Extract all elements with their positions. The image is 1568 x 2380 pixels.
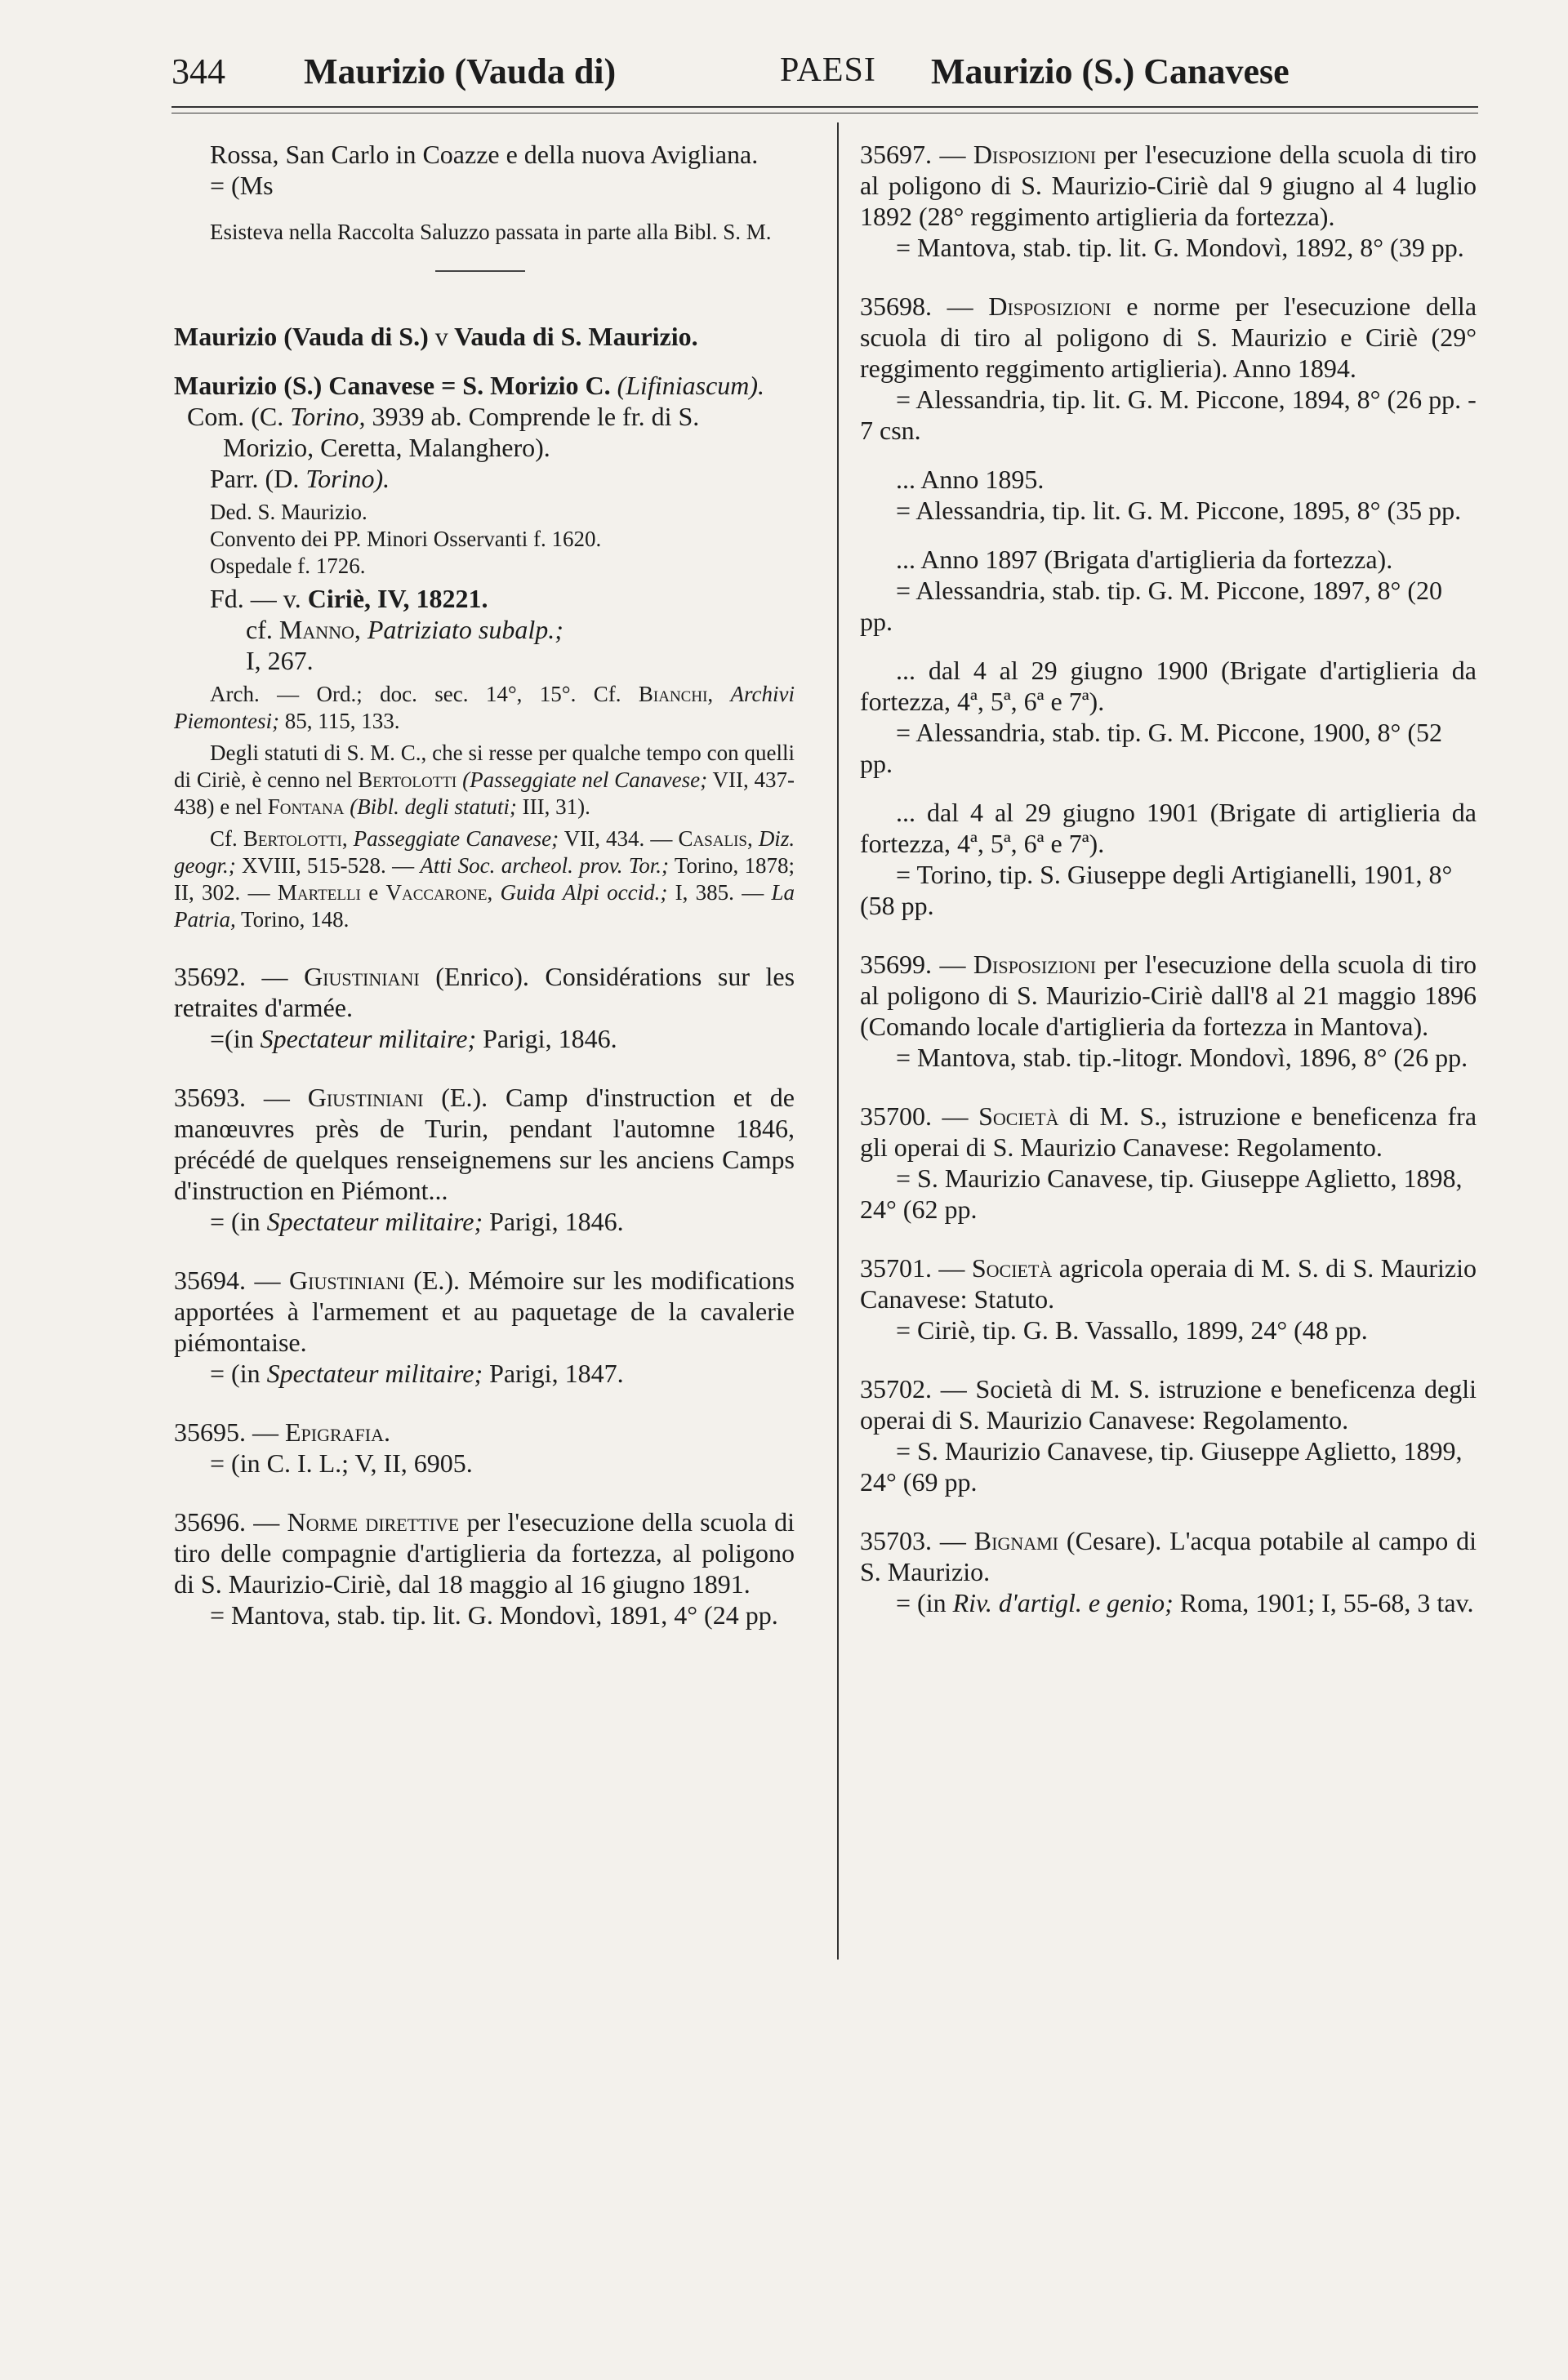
entry-35697: [860, 139, 1477, 232]
text-span: Giustiniani: [289, 1266, 405, 1295]
text-span: Parigi, 1847.: [489, 1359, 624, 1388]
heading-text: Maurizio (S.) Canavese = S. Morizio C.: [174, 371, 611, 400]
text-span: di M. S., istruzione e beneficenza fra gli operai di S. Maurizio Canavese: Regolamento.: [860, 1101, 1477, 1162]
text-span: Fontana: [267, 794, 345, 819]
text-span: per l'esecuzione della scuola di tiro al poligono di S. Maurizio-Ciriè dal 9 giugno al 4 luglio 1892 (28° reggimento artiglieria da fortezza).: [860, 140, 1477, 231]
text-span: Bertolotti,: [243, 826, 348, 851]
entry-35692: [174, 961, 795, 1023]
spacer: [174, 1054, 795, 1082]
spacer: [860, 1497, 1477, 1525]
header-left-title: Maurizio (Vauda di): [304, 51, 617, 91]
text-span: 35692. —: [174, 962, 288, 991]
spacer: [860, 1346, 1477, 1373]
text-span: = (in: [896, 1588, 947, 1617]
text-span: Atti Soc. archeol. prov. Tor.;: [420, 853, 670, 878]
entry-35695-source: = (in C. I. L.; V, II, 6905.: [210, 1448, 473, 1478]
entry-35699: [860, 949, 1477, 1042]
text-span: VII, 437-438) e nel: [174, 767, 795, 819]
entry-35698-pub-1900: = Alessandria, stab. tip. G. M. Piccone, 1900, 8° (52 pp.: [860, 718, 1442, 778]
text-span: Disposizioni: [973, 950, 1097, 979]
spacer: [860, 263, 1477, 291]
text-line: Rossa, San Carlo in Coazze e della nuova Avigliana.: [210, 140, 759, 169]
text-span: = (in: [210, 1359, 261, 1388]
text-span: agricola operaia di M. S. di S. Maurizio Canavese: Statuto.: [860, 1253, 1477, 1314]
text-span: Diz. geogr.;: [174, 826, 795, 878]
text-span: 35701. —: [860, 1253, 965, 1283]
header-center-title: PAESI: [780, 51, 876, 89]
convento-line: Convento dei PP. Minori Osservanti f. 1620.: [210, 527, 602, 551]
text-span: Società: [978, 1101, 1059, 1131]
entry-35698-pub-1895: = Alessandria, tip. lit. G. M. Piccone, 1895, 8° (35 pp.: [896, 496, 1462, 525]
text-span: Parr. (D.: [210, 464, 300, 493]
page-number: 344: [172, 51, 225, 91]
text-span: III, 31).: [522, 794, 590, 819]
heading-latin: (Lifiniascum).: [617, 371, 765, 400]
header-right-title: Maurizio (S.) Canavese: [931, 51, 1290, 91]
entry-35696: [174, 1506, 795, 1599]
xref-from: Maurizio (Vauda di S.): [174, 322, 429, 351]
section-rule: [435, 270, 525, 272]
spacer: [860, 779, 1477, 797]
text-span: Bertolotti: [358, 767, 457, 792]
text-span: (Passeggiate nel Canavese;: [462, 767, 708, 792]
text-span: Giustiniani: [304, 962, 420, 991]
entry-35694-publication: [174, 1358, 795, 1389]
spacer: [860, 1225, 1477, 1252]
text-span: Riv. d'artigl. e genio;: [952, 1588, 1174, 1617]
text-span: Passeggiate Canavese;: [353, 826, 559, 851]
cross-reference: [174, 321, 795, 352]
spacer: [860, 1073, 1477, 1101]
text-span: per l'esecuzione della scuola di tiro al poligono di S. Maurizio-Ciriè dall'8 al 21 maggio 1896 (Comando locale d'artiglieria da fortezza in Mantova).: [860, 950, 1477, 1041]
text-span: Epigrafia.: [285, 1417, 391, 1447]
spacer: [860, 526, 1477, 544]
spacer: [174, 933, 795, 961]
text-span: (Bibl. degli statuti;: [350, 794, 517, 819]
text-span: 35694. —: [174, 1266, 281, 1295]
xref-see: v: [434, 322, 448, 351]
spacer: [174, 1389, 795, 1417]
text-span: 35693. —: [174, 1083, 290, 1112]
entry-35703-publication: [860, 1587, 1477, 1618]
spacer: [174, 201, 795, 219]
column-divider: [837, 122, 839, 1960]
text-span: Torino).: [305, 464, 390, 493]
entry-35698-year-1901: ... dal 4 al 29 giugno 1901 (Brigate di artiglieria da fortezza, 4ª, 5ª, 6ª e 7ª).: [860, 798, 1477, 858]
ospedale-line: Ospedale f. 1726.: [210, 554, 366, 578]
text-span: I, 385. —: [675, 880, 764, 905]
fd-line: [174, 583, 795, 614]
text-span: (Enrico). Considérations sur les retraites d'armée.: [174, 962, 795, 1022]
text-span: e norme per l'esecuzione della scuola di tiro al poligono di S. Maurizio e Ciriè (29° reggimento reggimento artiglieria). Anno 1894.: [860, 291, 1477, 383]
xref-to: Vauda di S. Maurizio.: [454, 322, 698, 351]
comune-line: [174, 401, 795, 463]
text-span: Spectateur militaire;: [266, 1207, 483, 1236]
header-rule: [172, 106, 1478, 108]
entry-35699-publication: = Mantova, stab. tip.-litogr. Mondovì, 1896, 8° (26 pp.: [896, 1043, 1468, 1072]
text-span: Torino, 1878; II, 302. —: [174, 853, 795, 905]
running-header: [0, 33, 1568, 106]
text-span: Degli statuti di S. M. C., che si resse per qualche tempo con quelli di Ciriè, è cenno nel: [174, 741, 795, 792]
entry-35693-publication: [174, 1206, 795, 1237]
text-span: 85, 115, 133.: [284, 709, 400, 733]
text-span: La Patria,: [174, 880, 795, 932]
text-span: Casalis,: [678, 826, 753, 851]
text-span: 35697. —: [860, 140, 966, 169]
text-span: = (in: [210, 1207, 261, 1236]
text-span: Patriziato subalp.;: [367, 615, 564, 644]
entry-35698-year-1895: ... Anno 1895.: [896, 465, 1045, 494]
text-span: Giustiniani: [307, 1083, 424, 1112]
text-span: e: [368, 880, 379, 905]
bibliography-note: [174, 825, 795, 933]
entry-35702-publication: = S. Maurizio Canavese, tip. Giuseppe Aglietto, 1899, 24° (69 pp.: [860, 1436, 1463, 1497]
entry-35703: [860, 1525, 1477, 1587]
text-span: 35699. —: [860, 950, 966, 979]
entry-35701-publication: = Ciriè, tip. G. B. Vassallo, 1899, 24° (48 pp.: [896, 1315, 1368, 1345]
entry-35701: [860, 1252, 1477, 1315]
text-span: cf.: [246, 615, 273, 644]
text-span: Fd. — v.: [210, 584, 301, 613]
text-span: 35696. —: [174, 1507, 280, 1537]
text-span: Spectateur militaire;: [260, 1024, 477, 1053]
text-span: Disposizioni: [973, 140, 1097, 169]
entry-35694: [174, 1265, 795, 1358]
statuti-note: [174, 740, 795, 821]
parrocchia-line: [174, 463, 795, 494]
text-span: Parigi, 1846.: [483, 1024, 617, 1053]
text-span: Martelli: [277, 880, 361, 905]
text-span: Manno,: [278, 615, 361, 644]
text-span: Parigi, 1846.: [489, 1207, 624, 1236]
text-span: 35695. —: [174, 1417, 278, 1447]
text-span: 35703. —: [860, 1526, 966, 1555]
entry-35698-year-1900: ... dal 4 al 29 giugno 1900 (Brigate d'artiglieria da fortezza, 4ª, 5ª, 6ª e 7ª).: [860, 656, 1477, 716]
text-span: Torino, 148.: [241, 907, 350, 932]
entry-35696-publication: = Mantova, stab. tip. lit. G. Mondovì, 1891, 4° (24 pp.: [210, 1600, 778, 1630]
entry-35693: [174, 1082, 795, 1206]
text-span: Cf.: [210, 826, 238, 851]
cf-line: [174, 614, 795, 676]
entry-35698-pub-1894: = Alessandria, tip. lit. G. M. Piccone, 1894, 8° (26 pp. - 7 csn.: [860, 385, 1477, 445]
spacer: [860, 921, 1477, 949]
text-span: Disposizioni: [988, 291, 1111, 321]
entry-35698: [860, 291, 1477, 384]
text-span: =(in: [210, 1024, 254, 1053]
entry-35698-pub-1897: = Alessandria, stab. tip. G. M. Piccone, 1897, 8° (20 pp.: [860, 576, 1442, 636]
spacer: [174, 1237, 795, 1265]
text-span: Torino,: [290, 402, 366, 431]
dedication-line: Ded. S. Maurizio.: [210, 500, 368, 524]
text-span: VII, 434. —: [564, 826, 673, 851]
spacer: [174, 352, 795, 370]
text-span: Società: [971, 1253, 1053, 1283]
spacer: [860, 637, 1477, 655]
entry-35697-publication: = Mantova, stab. tip. lit. G. Mondovì, 1892, 8° (39 pp.: [896, 233, 1464, 262]
text-span: Bignami: [973, 1526, 1059, 1555]
text-span: Spectateur militaire;: [266, 1359, 483, 1388]
text-span: (E.). Mémoire sur les modifications apportées à l'armement et au paquetage de la cavalerie piémontaise.: [174, 1266, 795, 1357]
entry-35698-pub-1901: = Torino, tip. S. Giuseppe degli Artigianelli, 1901, 8° (58 pp.: [860, 860, 1453, 920]
text-span: Ciriè, IV, 18221.: [307, 584, 488, 613]
text-span: Archivi Piemontesi;: [174, 682, 795, 733]
text-span: Guida Alpi occid.;: [500, 880, 668, 905]
text-span: per l'esecuzione della scuola di tiro delle compagnie d'artiglieria da fortezza, al poligono di S. Maurizio-Ciriè, dal 18 maggio al 16 giugno 1891.: [174, 1507, 795, 1599]
text-span: Arch. — Ord.; doc. sec. 14°, 15°. Cf.: [210, 682, 621, 706]
right-column: [860, 139, 1477, 1618]
text-span: 3939 ab. Comprende le fr. di S. Morizio, Ceretta, Malanghero).: [223, 402, 700, 462]
text-line: = (Ms: [210, 171, 274, 200]
text-span: I, 267.: [246, 646, 314, 675]
spacer: [174, 1479, 795, 1506]
text-span: 35698. —: [860, 291, 973, 321]
text-span: Bianchi,: [638, 682, 714, 706]
entry-35700: [860, 1101, 1477, 1163]
entry-35698-year-1897: ... Anno 1897 (Brigata d'artiglieria da fortezza).: [896, 545, 1393, 574]
text-span: (E.). Camp d'instruction et de manœuvres près de Turin, pendant l'automne 1846, précédé de quelques renseignemens sur les anciens Camps d'instruction en Piémont...: [174, 1083, 795, 1205]
text-span: Com. (C.: [187, 402, 284, 431]
text-span: Vaccarone,: [385, 880, 493, 905]
text-span: Roma, 1901; I, 55-68, 3 tav.: [1179, 1588, 1474, 1617]
entry-heading: [174, 370, 795, 401]
text-span: Norme direttive: [287, 1507, 460, 1537]
archive-note: [174, 681, 795, 735]
entry-35695: [174, 1417, 795, 1448]
entry-35702: 35702. — Società di M. S. istruzione e beneficenza degli operai di S. Maurizio Canavese: Regolamento.: [860, 1374, 1477, 1435]
spacer: [860, 446, 1477, 464]
left-column: [174, 139, 795, 1630]
entry-35692-publication: [174, 1023, 795, 1054]
entry-35700-publication: = S. Maurizio Canavese, tip. Giuseppe Aglietto, 1898, 24° (62 pp.: [860, 1163, 1463, 1224]
text-span: (Cesare). L'acqua potabile al campo di S. Maurizio.: [860, 1526, 1477, 1586]
text-span: 35700. —: [860, 1101, 969, 1131]
text-span: XVIII, 515-528. —: [242, 853, 415, 878]
note: Esisteva nella Raccolta Saluzzo passata in parte alla Bibl. S. M.: [210, 220, 772, 244]
